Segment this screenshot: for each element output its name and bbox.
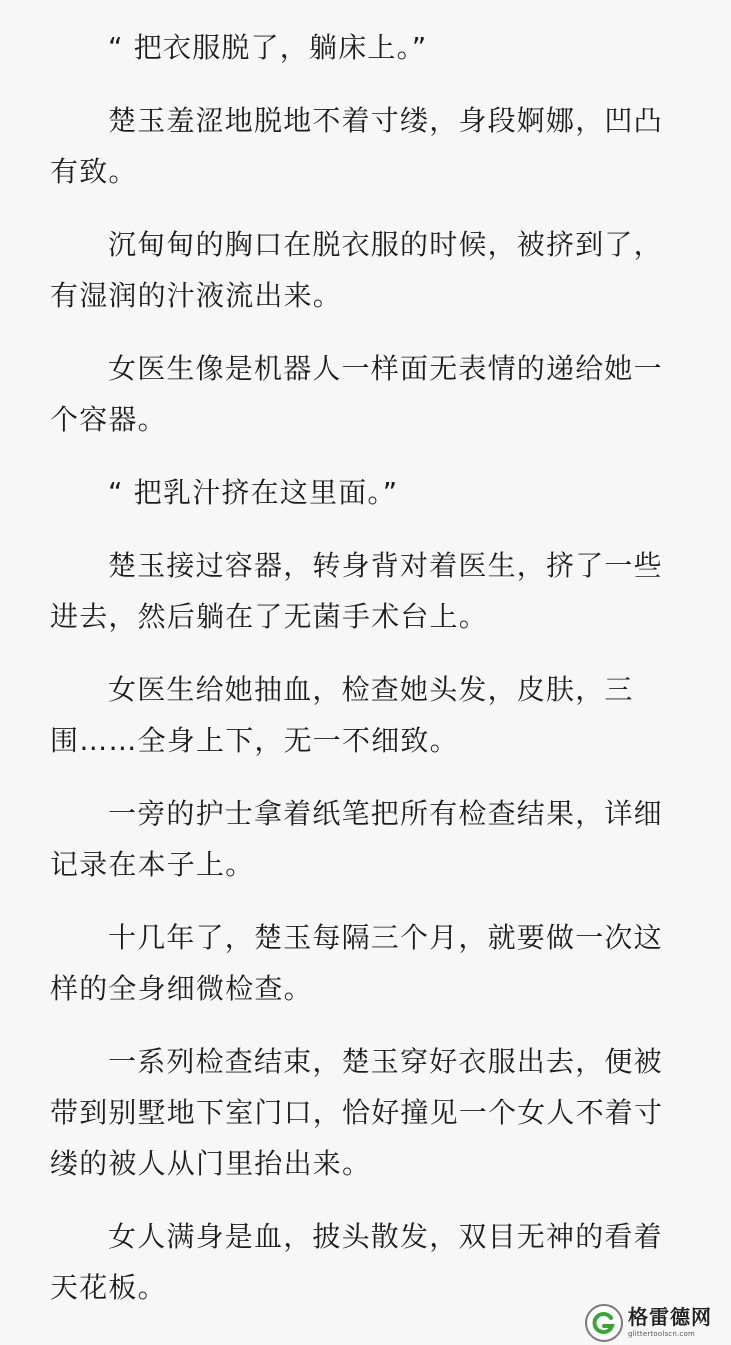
paragraph: 一旁的护士拿着纸笔把所有检查结果，详细记录在本子上。 (50, 797, 663, 881)
paragraph: “ 把乳汁挤在这里面。” (108, 476, 399, 509)
paragraph: 女医生给她抽血，检查她头发，皮肤，三围……全身上下，无一不细致。 (50, 673, 634, 757)
paragraph: 沉甸甸的胸口在脱衣服的时候，被挤到了，有湿润的汁液流出来。 (50, 228, 663, 312)
paragraph: 女医生像是机器人一样面无表情的递给她一个容器。 (50, 352, 663, 436)
site-watermark (585, 1300, 731, 1345)
g-logo-icon (585, 1304, 623, 1342)
paragraph: 十几年了，楚玉每隔三个月，就要做一次这样的全身细微检查。 (50, 921, 663, 1005)
paragraph: “ 把衣服脱了，躺床上。” (108, 31, 428, 64)
article-body (50, 22, 690, 1335)
watermark-url: glittertoolscn.com (628, 1330, 695, 1338)
paragraph: 楚玉羞涩地脱地不着寸缕，身段婀娜，凹凸有致。 (50, 104, 663, 188)
paragraph: 女人满身是血，披头散发，双目无神的看着天花板。 (50, 1220, 663, 1304)
paragraph: 一系列检查结束，楚玉穿好衣服出去，便被带到别墅地下室门口，恰好撞见一个女人不着寸缕的被人从门里抬出来。 (50, 1045, 664, 1180)
watermark-title: 格雷德网 (628, 1305, 712, 1329)
paragraph: 楚玉接过容器，转身背对着医生，挤了一些进去，然后躺在了无菌手术台上。 (50, 549, 663, 633)
